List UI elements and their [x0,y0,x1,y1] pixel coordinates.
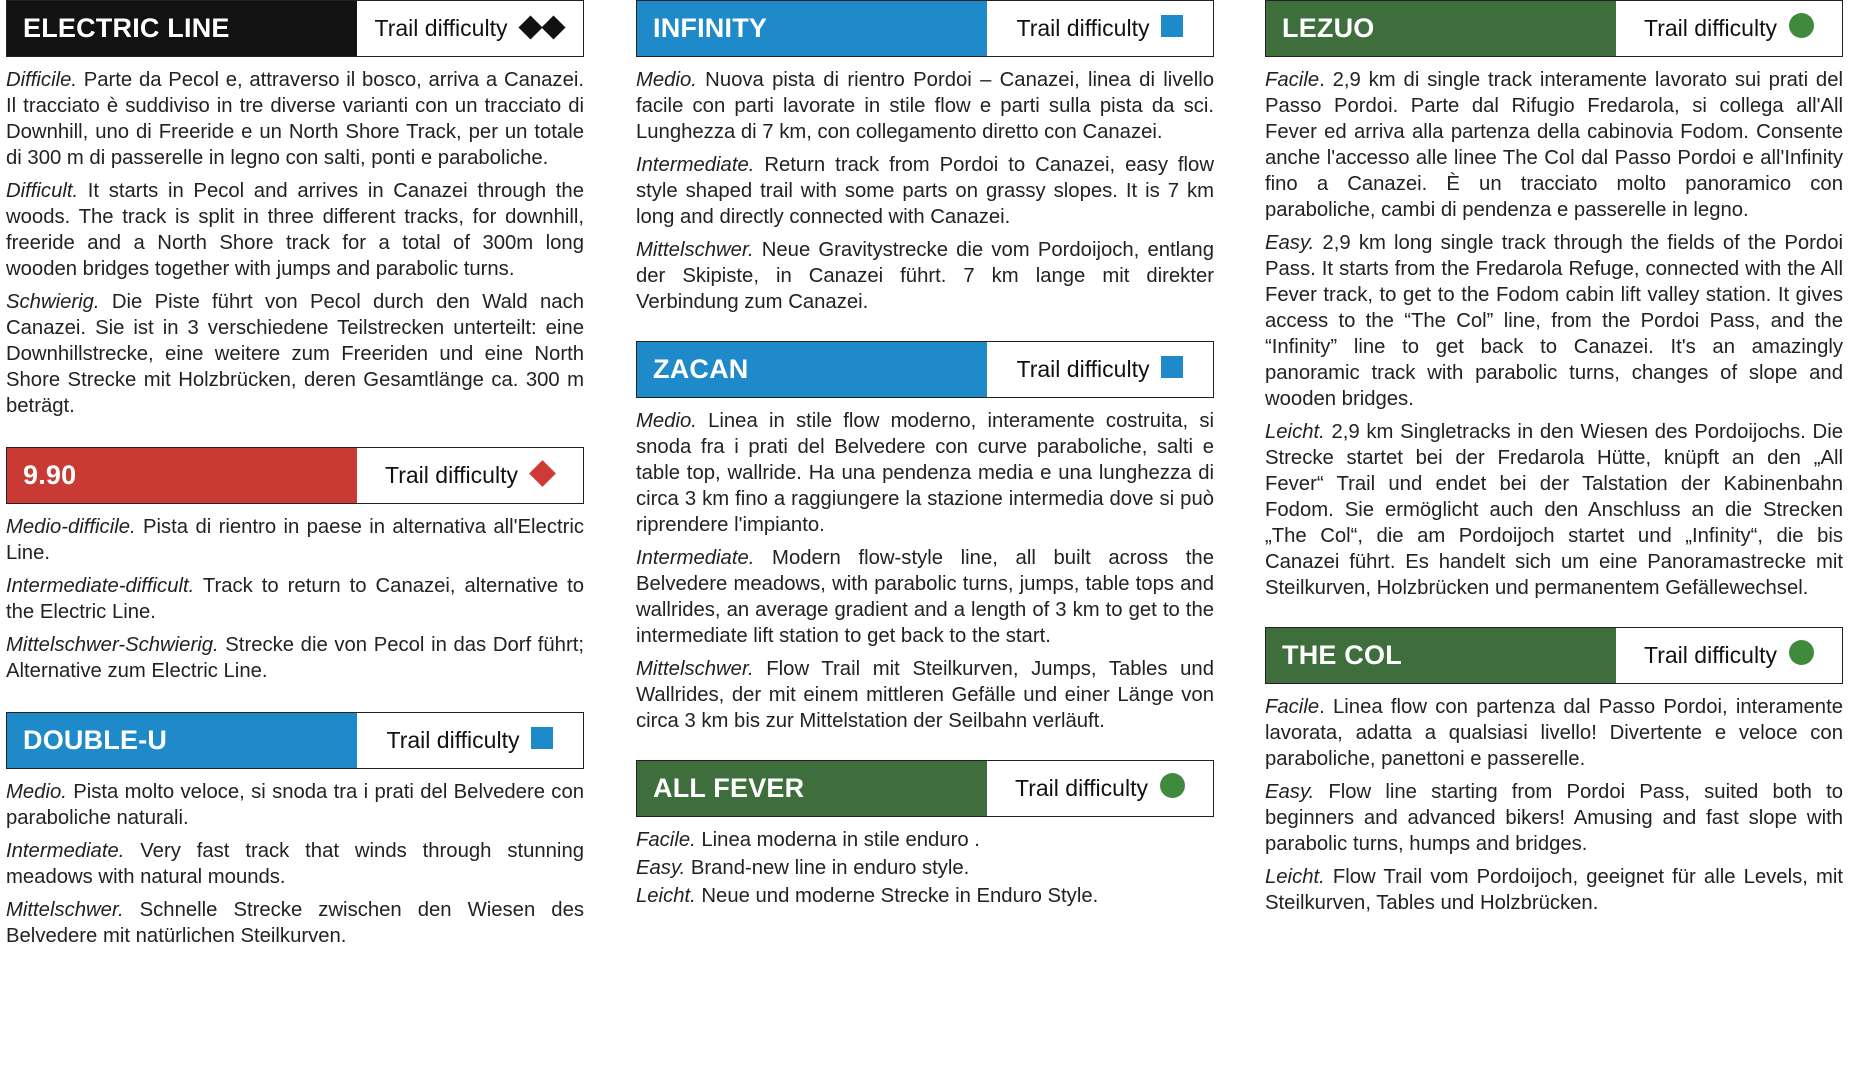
blue-square-icon [1161,356,1183,384]
trail-name: DOUBLE-U [7,713,357,768]
section-electric-line [6,0,584,419]
difficulty-box [987,761,1213,816]
trail-name: THE COL [1266,628,1616,683]
paragraph-it: Medio. Pista molto veloce, si snoda tra i prati del Belvedere con paraboliche naturali. [6,781,584,829]
paragraph-de: Leicht. 2,9 km Singletracks in den Wiesen des Pordoijochs. Die Strecke startet bei der Fredarola Hütte, knüpft an den „All Fever“ Trail und endet bei der Talstation der Kabinenbahn Fodom. Sie ermöglicht auch den Anschluss an die Strecken „The Col“, die am Pordoijoch startet und „Infinity“, die bis Canazei führt. Es handelt sich um eine Panoramastrecke mit Steilkurven, Holzbrücken und permanentem Gefällewechsel. [1265,421,1843,599]
red-diamond-icon [530,462,555,489]
difficulty-box [357,448,583,503]
section-infinity [636,0,1214,315]
green-circle-icon [1160,773,1185,804]
double-black-diamond-icon [519,15,565,42]
trail-name: ELECTRIC LINE [7,1,357,56]
difficulty-label: Trail difficulty [1015,775,1148,801]
paragraph-en: Difficult. It starts in Pecol and arrives in Canazei through the woods. The track is split in three different tracks, for downhill, freeride and a North Shore track for a total of 300m long wooden bridges together with jumps and parabolic turns. [6,180,584,280]
paragraph-en: Intermediate. Return track from Pordoi to Canazei, easy flow style shaped trail with some parts on grassy slopes. It is 7 km long and directly connected with Canazei. [636,154,1214,228]
section-all-fever [636,760,1214,909]
paragraph-en: Intermediate-difficult. Track to return to Canazei, alternative to the Electric Line. [6,575,584,623]
paragraph-it: Difficile. Parte da Pecol e, attraverso il bosco, arriva a Canazei. Il tracciato è suddiviso in tre diverse varianti con un tracciato di Downhill, uno di Freeride e un North Shore Track, per un totale di 300 m di passerelle in legno con salti, ponti e paraboliche. [6,69,584,169]
trail-header [1265,0,1843,57]
trail-description [6,57,584,419]
column-left [6,0,584,973]
trail-name: LEZUO [1266,1,1616,56]
trail-description [6,769,584,949]
paragraph-it: Facile. Linea moderna in stile enduro . [636,829,980,851]
paragraph-de: Leicht. Flow Trail vom Pordoijoch, geeignet für alle Levels, mit Steilkurven, Tables und Holzbrücken. [1265,866,1843,914]
trail-header [636,760,1214,817]
paragraph-en: Easy. Flow line starting from Pordoi Pass, suited both to beginners and advanced bikers! Amusing and fast slope with parabolic turns, humps and bridges. [1265,781,1843,855]
trail-description [636,398,1214,734]
blue-square-icon [531,727,553,755]
paragraph-it: Medio. Nuova pista di rientro Pordoi – Canazei, linea di livello facile con parti lavorate in stile flow e parti sulla pista da sci. Lunghezza di 7 km, con collegamento diretto con Canazei. [636,69,1214,143]
green-circle-icon [1789,640,1814,671]
trail-description [636,817,1214,909]
paragraph-en: Intermediate. Modern flow-style line, all built across the Belvedere meadows, with parabolic turns, jumps, table tops and wallrides, an average gradient and a length of 3 km to get to the intermediate lift station to get back to the start. [636,547,1214,647]
paragraph-de: Schwierig. Die Piste führt von Pecol durch den Wald nach Canazei. Sie ist in 3 verschiedene Teilstrecken unterteilt: eine Downhillstrecke, eine weitere zum Freeriden und eine North Shore Strecke mit Holzbrücken, deren Gesamtlänge ca. 300 m beträgt. [6,291,584,417]
paragraph-de: Leicht. Neue und moderne Strecke in Enduro Style. [636,885,1099,907]
trail-description [636,57,1214,315]
trail-name: ZACAN [637,342,987,397]
section-the-col [1265,627,1843,916]
paragraph-de: Mittelschwer-Schwierig. Strecke die von Pecol in das Dorf führt; Alternative zum Electric Line. [6,634,584,682]
difficulty-label: Trail difficulty [374,15,508,41]
difficulty-box [357,1,583,56]
difficulty-label: Trail difficulty [386,727,520,753]
blue-square-icon [1161,15,1183,43]
trail-header [636,341,1214,398]
section-lezuo [1265,0,1843,601]
column-right [1265,0,1843,940]
paragraph-en: Easy. Brand-new line in enduro style. [636,857,970,879]
section-9-90 [6,447,584,684]
paragraph-it: Facile. 2,9 km di single track interamente lavorato sui prati del Passo Pordoi. Parte dal Rifugio Fredarola, si collega all'All Fever ed arriva alla partenza della cabinovia Fodom. Consente anche l'accesso alle linee The Col dal Passo Pordoi e all'Infinity fino a Canazei. È un tracciato molto panoramico con paraboliche, cambi di pendenza e passerelle in legno. [1265,69,1843,221]
column-middle [636,0,1214,933]
difficulty-label: Trail difficulty [385,462,518,488]
difficulty-label: Trail difficulty [1016,15,1150,41]
trail-description [1265,57,1843,601]
paragraph-it: Medio-difficile. Pista di rientro in paese in alternativa all'Electric Line. [6,516,584,564]
trail-description [1265,684,1843,916]
section-zacan [636,341,1214,734]
trail-header [6,712,584,769]
difficulty-box [987,1,1213,56]
green-circle-icon [1789,13,1814,44]
paragraph-en: Easy. 2,9 km long single track through the fields of the Pordoi Pass. It starts from the Fredarola Refuge, connected with the All Fever track, to get to the Fodom cabin lift valley station. It gives access to the “The Col” line, from the Pordoi Pass, and the “Infinity” line to get back to Canazei. It's an amazingly panoramic track with parabolic turns, changes of slope and wooden bridges. [1265,232,1843,410]
difficulty-box [357,713,583,768]
paragraph-en: Intermediate. Very fast track that winds through stunning meadows with natural mounds. [6,840,584,888]
difficulty-box [1616,1,1842,56]
trail-header [636,0,1214,57]
paragraph-it: Facile. Linea flow con partenza dal Passo Pordoi, interamente lavorata, adatta a qualsiasi livello! Divertente e veloce con paraboliche, panettoni e passerelle. [1265,696,1843,770]
trail-name: ALL FEVER [637,761,987,816]
paragraph-de: Mittelschwer. Flow Trail mit Steilkurven, Jumps, Tables und Wallrides, der mit einem mittleren Gefälle und einer Länge von circa 3 km bis zur Mittelstation der Seilbahn verläuft. [636,658,1214,732]
trail-header [6,0,584,57]
section-double-u [6,712,584,949]
trail-header [1265,627,1843,684]
trail-name: INFINITY [637,1,987,56]
difficulty-label: Trail difficulty [1016,356,1150,382]
difficulty-label: Trail difficulty [1644,15,1777,41]
paragraph-it: Medio. Linea in stile flow moderno, interamente costruita, si snoda fra i prati del Belvedere con curve paraboliche, salti e table top, wallride. Ha una pendenza media e una lunghezza di circa 3 km fino a raggiungere la stazione intermedia dove si può riprendere l'impianto. [636,410,1214,536]
trail-name: 9.90 [7,448,357,503]
difficulty-label: Trail difficulty [1644,642,1777,668]
trail-description [6,504,584,684]
trail-header [6,447,584,504]
paragraph-de: Mittelschwer. Neue Gravitystrecke die vom Pordoijoch, entlang der Skipiste, in Canazei führt. 7 km lange mit direkter Verbindung zum Canazei. [636,239,1214,313]
difficulty-box [1616,628,1842,683]
paragraph-de: Mittelschwer. Schnelle Strecke zwischen den Wiesen des Belvedere mit natürlichen Steilkurven. [6,899,584,947]
difficulty-box [987,342,1213,397]
